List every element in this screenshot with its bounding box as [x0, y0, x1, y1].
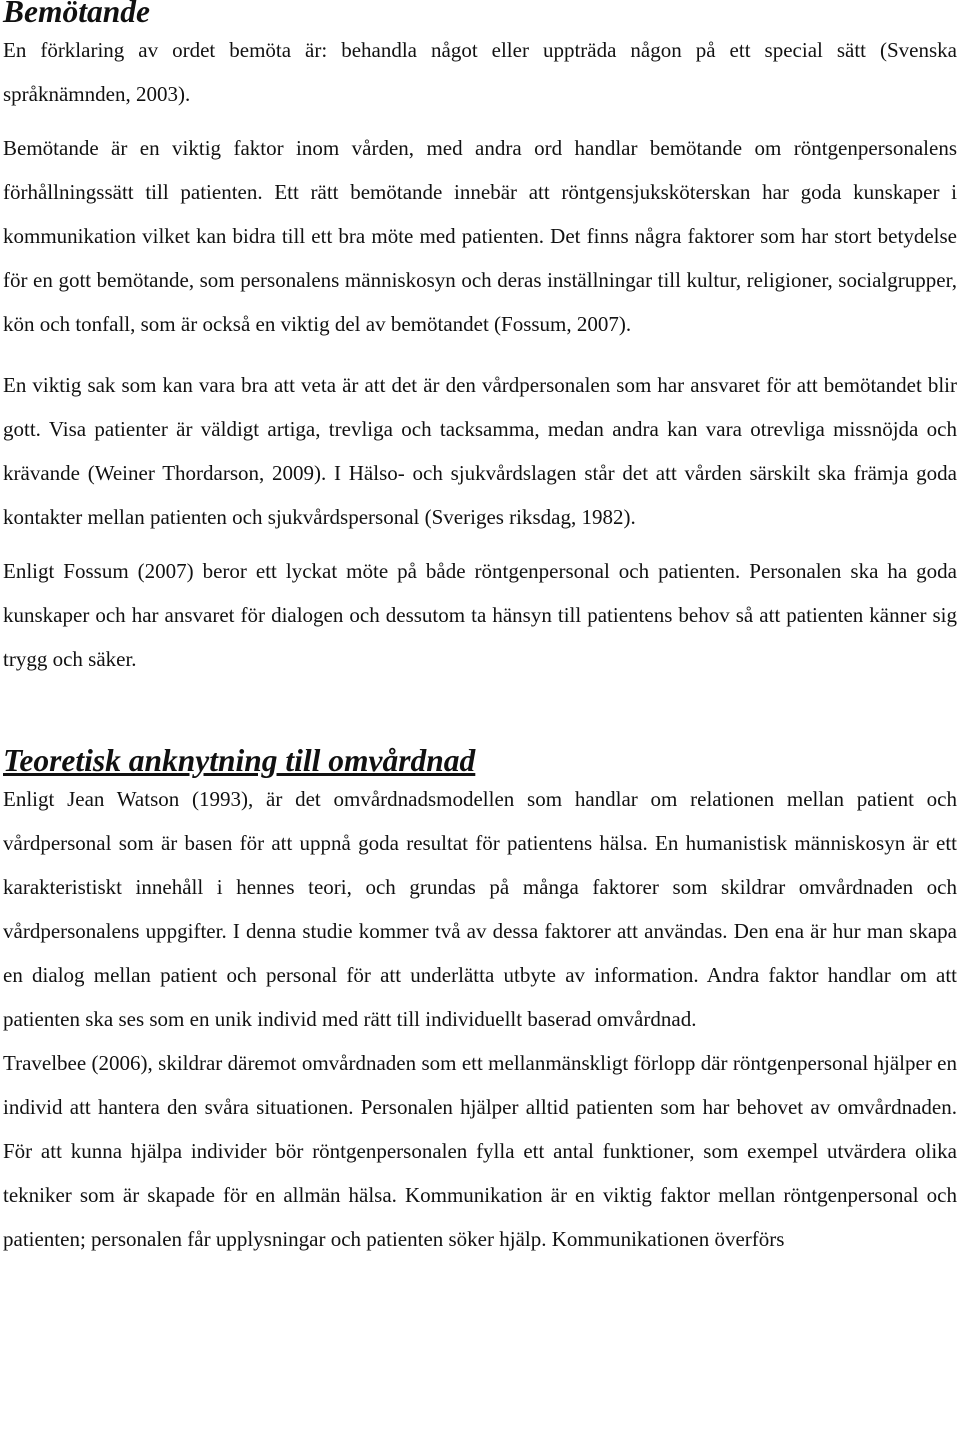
document-page [3, 0, 957, 1261]
paragraph-definition: En förklaring av ordet bemöta är: behandla något eller uppträda någon på ett special sätt (Svenska språknämnden, 2003). [3, 38, 957, 106]
paragraph-travelbee: Travelbee (2006), skildrar däremot omvårdnaden som ett mellanmänskligt förlopp där röntgenpersonal hjälper en individ att hantera den svåra situationen. Personalen hjälper alltid patienten som har behovet av omvårdnaden. För att kunna hjälpa individer bör röntgenpersonalen fylla ett antal funktioner, som exempel utvärdera olika tekniker som är skapade för en allmän hälsa. Kommunikation är en viktig faktor mellan röntgenpersonal och patienten; personalen får upplysningar och patienten söker hjälp. Kommunikationen överförs [3, 1051, 957, 1251]
section-heading-bemotande: Bemötande [3, 0, 150, 29]
paragraph-ansvar: En viktig sak som kan vara bra att veta är att det är den vårdpersonalen som har ansvaret för att bemötandet blir gott. Visa patienter är väldigt artiga, trevliga och tacksamma, medan andra kan vara otrevliga missnöjda och krävande (Weiner Thordarson, 2009). I Hälso- och sjukvårdslagen står det att vården särskilt ska främja goda kontakter mellan patienten och sjukvårdspersonal (Sveriges riksdag, 1982). [3, 373, 957, 529]
paragraph-lyckat-mote: Enligt Fossum (2007) beror ett lyckat möte på både röntgenpersonal och patienten. Personalen ska ha goda kunskaper och har ansvaret för dialogen och dessutom ta hänsyn till patientens behov så att patienten känner sig trygg och säker. [3, 559, 957, 671]
paragraph-bemotande-faktor: Bemötande är en viktig faktor inom vården, med andra ord handlar bemötande om röntgenpersonalens förhållningssätt till patienten. Ett rätt bemötande innebär att röntgensjuksköterskan har goda kunskaper i kommunikation vilket kan bidra till ett bra möte med patienten. Det finns några faktorer som har stort betydelse för en gott bemötande, som personalens människosyn och deras inställningar till kultur, religioner, socialgrupper, kön och tonfall, som är också en viktig del av bemötandet (Fossum, 2007). [3, 136, 957, 336]
section-heading-teoretisk-anknytning: Teoretisk anknytning till omvårdnad [3, 743, 476, 778]
paragraph-watson: Enligt Jean Watson (1993), är det omvårdnadsmodellen som handlar om relationen mellan patient och vårdpersonal som är basen för att uppnå goda resultat för patientens hälsa. En humanistisk människosyn är ett karakteristiskt innehåll i hennes teori, och grundas på många faktorer som skildrar omvårdnaden och vårdpersonalens uppgifter. I denna studie kommer två av dessa faktorer att användas. Den ena är hur man skapa en dialog mellan patient och personal för att underlätta utbyte av information. Andra faktor handlar om att patienten ska ses som en unik individ med rätt till individuellt baserad omvårdnad. [3, 787, 957, 1031]
